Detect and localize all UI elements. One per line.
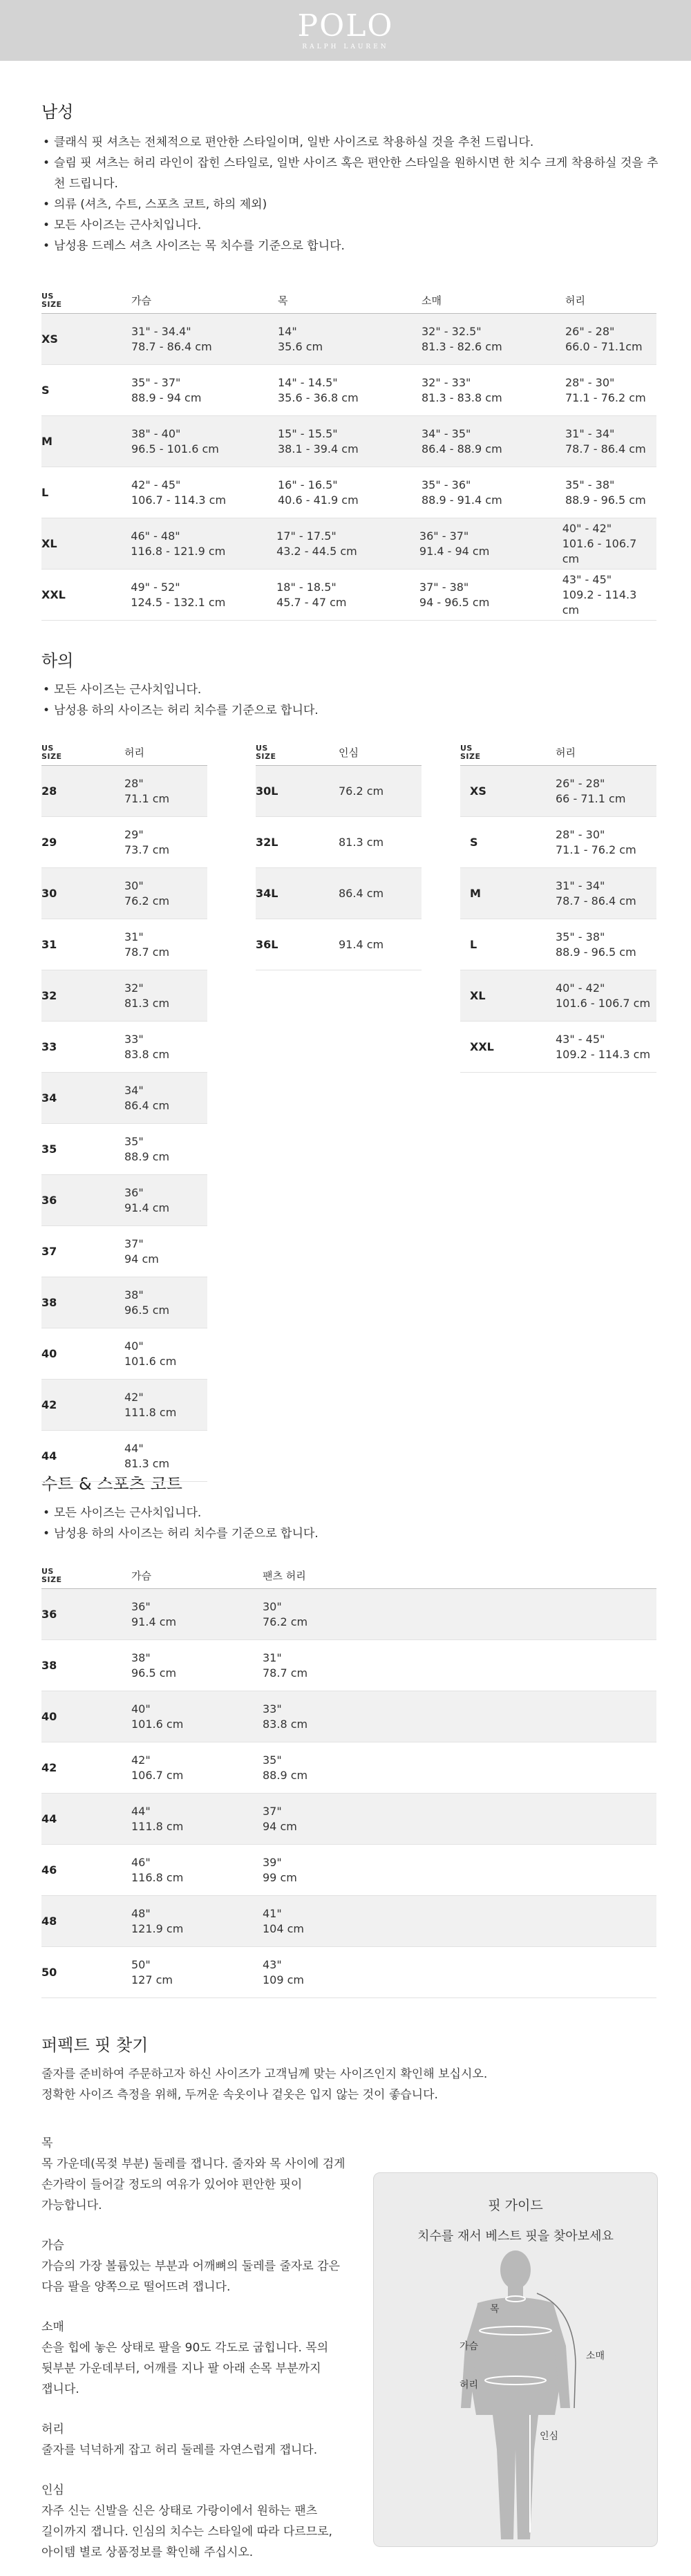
fit-item-line: 목 가운데(목젖 부분) 둘레를 잽니다. 줄자와 목 사이에 검게 — [41, 2157, 346, 2171]
neck-cell: 16" - 16.5" 40.6 - 41.9 cm — [278, 478, 359, 507]
bottoms-note: • 남성용 하의 사이즈는 허리 치수를 기준으로 합니다. — [41, 700, 656, 721]
waist-cell: 28" 71.1 cm — [124, 776, 170, 805]
table-row — [41, 1073, 207, 1124]
fit-item-line: 자주 신는 신발을 신은 상태로 가랑이에서 원하는 팬츠 — [41, 2504, 318, 2518]
inseam-cell: 76.2 cm — [339, 784, 384, 798]
size-cell: 29 — [41, 836, 57, 849]
suits-section-title: 수트 & 스포츠 코트 — [41, 1474, 182, 1494]
table-row — [41, 570, 656, 621]
fit-intro — [41, 2064, 656, 2105]
size-cell: XL — [41, 537, 57, 550]
fit-guide-subtitle: 치수를 재서 베스트 핏을 찾아보세요 — [417, 2229, 614, 2244]
size-cell: 44 — [41, 1449, 57, 1463]
fit-item-waist — [41, 2419, 366, 2461]
waist-cell: 43" - 45" 109.2 - 114.3 cm — [556, 1032, 651, 1061]
table-row — [41, 868, 207, 919]
size-cell: L — [41, 486, 49, 499]
table-row — [41, 766, 207, 817]
letter-table-header — [460, 736, 656, 766]
size-cell: 31 — [41, 938, 57, 951]
neck-cell: 15" - 15.5" 38.1 - 39.4 cm — [278, 426, 359, 455]
label-neck: 목 — [490, 2304, 500, 2315]
size-cell: M — [41, 435, 53, 448]
size-cell: L — [470, 938, 477, 951]
header-neck: 목 — [278, 294, 288, 307]
men-note: • 클래식 핏 셔츠는 전체적으로 편안한 스타일이며, 일반 사이즈로 착용하실 것을 추천 드립니다. — [41, 132, 656, 153]
table-row — [256, 817, 422, 868]
table-row — [41, 1691, 656, 1742]
men-size-table — [41, 284, 656, 621]
size-cell: 36 — [41, 1194, 57, 1207]
men-note: • 남성용 드레스 셔츠 사이즈는 목 치수를 기준으로 합니다. — [41, 236, 656, 256]
header-sleeve: 소매 — [422, 294, 442, 307]
neck-cell: 18" - 18.5" 45.7 - 47 cm — [276, 580, 347, 609]
fit-item-label: 가슴 — [41, 2239, 64, 2253]
table-row — [41, 314, 656, 365]
table-row — [41, 1947, 656, 1998]
chest-cell: 44" 111.8 cm — [131, 1804, 184, 1833]
size-cell: 37 — [41, 1245, 57, 1258]
waist-cell: 40" - 42" 101.6 - 106.7 cm — [562, 521, 637, 565]
chest-cell: 38" - 40" 96.5 - 101.6 cm — [131, 426, 219, 455]
men-note: • 모든 사이즈는 근사치입니다. — [41, 215, 656, 236]
size-cell: 36L — [256, 938, 278, 951]
neck-cell: 14" 35.6 cm — [278, 324, 323, 353]
table-row — [41, 1124, 207, 1175]
chest-cell: 50" 127 cm — [131, 1957, 173, 1986]
chest-cell: 31" - 34.4" 78.7 - 86.4 cm — [131, 324, 212, 353]
waist-table-header — [41, 736, 207, 766]
table-row — [41, 1589, 656, 1640]
pants-waist-cell: 30" 76.2 cm — [263, 1599, 308, 1628]
inseam-table-header — [256, 736, 422, 766]
silhouette-body — [469, 2297, 562, 2539]
waist-cell: 26" - 28" 66.0 - 71.1cm — [565, 324, 643, 353]
table-row — [41, 1845, 656, 1896]
fit-intro-line: 줄자를 준비하여 주문하고자 하신 사이즈가 고객님께 맞는 사이즈인지 확인해 보십시오. — [41, 2067, 488, 2081]
table-row — [256, 766, 422, 817]
letter-size-table — [460, 736, 656, 1073]
waist-cell: 32" 81.3 cm — [124, 981, 170, 1010]
size-cell: 50 — [41, 1966, 57, 1979]
table-row — [41, 970, 207, 1022]
chest-cell: 38" 96.5 cm — [131, 1651, 177, 1680]
fit-item-line: 줄자를 넉넉하게 잡고 허리 둘레를 자연스럽게 잽니다. — [41, 2443, 318, 2457]
bottoms-note: • 모든 사이즈는 근사치입니다. — [41, 679, 656, 700]
bottoms-notes — [41, 679, 656, 721]
inseam-size-table — [256, 736, 422, 970]
header-waist: 허리 — [565, 294, 585, 307]
fit-item-line: 뒷부분 가운데부터, 어깨를 지나 팔 아래 손목 부분까지 — [41, 2362, 321, 2376]
size-cell: S — [41, 384, 50, 397]
sleeve-cell: 34" - 35" 86.4 - 88.9 cm — [422, 426, 502, 455]
sleeve-cell: 35" - 36" 88.9 - 91.4 cm — [422, 478, 502, 507]
fit-item-line: 다음 팔을 양쪽으로 떨어뜨려 잽니다. — [41, 2280, 231, 2294]
fit-item-label: 허리 — [41, 2423, 64, 2436]
waist-cell: 35" - 38" 88.9 - 96.5 cm — [556, 930, 636, 959]
size-cell: XS — [470, 784, 486, 798]
size-cell: 36 — [41, 1608, 57, 1621]
size-cell: 34L — [256, 887, 278, 900]
label-chest: 가슴 — [460, 2341, 479, 2352]
fit-item-inseam — [41, 2480, 366, 2563]
size-cell: XXL — [470, 1040, 494, 1053]
suits-note: • 남성용 하의 사이즈는 허리 치수를 기준으로 합니다. — [41, 1523, 656, 1544]
inseam-cell: 91.4 cm — [339, 937, 384, 951]
size-cell: XL — [470, 989, 486, 1002]
men-notes — [41, 132, 659, 256]
fit-intro-line: 정확한 사이즈 측정을 위해, 두꺼운 속옷이나 겉옷은 입지 않는 것이 좋습니다. — [41, 2088, 438, 2102]
table-row — [256, 868, 422, 919]
chest-cell: 48" 121.9 cm — [131, 1906, 184, 1935]
chest-cell: 49" - 52" 124.5 - 132.1 cm — [131, 580, 226, 609]
size-cell: 30 — [41, 887, 57, 900]
bottoms-tables — [41, 736, 656, 1470]
chest-cell: 40" 101.6 cm — [131, 1702, 184, 1731]
waist-cell: 33" 83.8 cm — [124, 1032, 170, 1061]
fit-section-title: 퍼펙트 핏 찾기 — [41, 2036, 149, 2055]
table-row — [41, 817, 207, 868]
table-row — [460, 817, 656, 868]
size-cell: 42 — [41, 1761, 57, 1774]
waist-cell: 38" 96.5 cm — [124, 1288, 170, 1317]
fit-item-line: 잽니다. — [41, 2382, 79, 2396]
table-row — [460, 766, 656, 817]
fit-item-line: 가능합니다. — [41, 2199, 102, 2212]
table-row — [460, 919, 656, 970]
table-row — [41, 416, 656, 467]
table-row — [460, 970, 656, 1022]
fit-guide-title: 핏 가이드 — [488, 2198, 543, 2213]
header-us-size: US SIZE — [41, 292, 62, 309]
inseam-cell: 81.3 cm — [339, 835, 384, 849]
pants-waist-cell: 39" 99 cm — [263, 1855, 297, 1884]
fit-item-sleeve — [41, 2317, 366, 2400]
waist-cell: 36" 91.4 cm — [124, 1185, 170, 1214]
men-section-title: 남성 — [41, 102, 74, 122]
fit-item-line: 손가락이 들어갈 정도의 여유가 있어야 편안한 핏이 — [41, 2178, 303, 2192]
fit-instructions — [41, 2133, 366, 2563]
fit-item-line: 가슴의 가장 볼륨있는 부분과 어깨뼈의 둘레를 줄자로 감은 — [41, 2259, 340, 2273]
table-row — [41, 365, 656, 416]
table-row — [41, 1742, 656, 1794]
fit-item-chest — [41, 2235, 366, 2297]
header-us-size: US SIZE — [256, 744, 276, 761]
waist-cell: 40" 101.6 cm — [124, 1339, 177, 1368]
table-row — [41, 919, 207, 970]
size-cell: 44 — [41, 1812, 57, 1825]
waist-cell: 29" 73.7 cm — [124, 827, 170, 856]
table-row — [41, 467, 656, 518]
label-waist: 허리 — [460, 2380, 479, 2391]
fit-item-line: 아이템 별로 상품정보를 확인해 주십시오. — [41, 2546, 254, 2559]
bottoms-section-title: 하의 — [41, 651, 74, 670]
size-cell: 40 — [41, 1347, 57, 1360]
size-cell: 48 — [41, 1915, 57, 1928]
waist-cell: 28" - 30" 71.1 - 76.2 cm — [565, 375, 646, 404]
brand-subtitle: RALPH LAUREN — [302, 44, 389, 50]
size-cell: XXL — [41, 588, 66, 601]
header-us-size: US SIZE — [460, 744, 481, 761]
sleeve-cell: 36" - 37" 91.4 - 94 cm — [419, 529, 490, 558]
fit-item-line: 길이까지 잽니다. 인심의 치수는 스타일에 따라 다르므로, — [41, 2525, 332, 2539]
chest-cell: 42" - 45" 106.7 - 114.3 cm — [131, 478, 227, 507]
inseam-cell: 86.4 cm — [339, 886, 384, 900]
size-cell: 40 — [41, 1710, 57, 1723]
label-sleeve: 소매 — [586, 2351, 605, 2362]
fit-item-label: 인심 — [41, 2483, 64, 2497]
size-cell: 42 — [41, 1398, 57, 1411]
pants-waist-cell: 33" 83.8 cm — [263, 1702, 308, 1731]
chest-cell: 42" 106.7 cm — [131, 1753, 184, 1782]
neck-cell: 17" - 17.5" 43.2 - 44.5 cm — [276, 529, 357, 558]
men-table-header — [41, 284, 656, 314]
table-row — [41, 1794, 656, 1845]
table-row — [460, 1022, 656, 1073]
size-cell: S — [470, 836, 478, 849]
suits-note: • 모든 사이즈는 근사치입니다. — [41, 1503, 656, 1523]
pants-waist-cell: 41" 104 cm — [263, 1906, 305, 1935]
sleeve-cell: 32" - 32.5" 81.3 - 82.6 cm — [422, 324, 502, 353]
header-pants-waist: 팬츠 허리 — [263, 1570, 306, 1582]
chest-cell: 35" - 37" 88.9 - 94 cm — [131, 375, 202, 404]
fit-item-line: 손을 힙에 놓은 상태로 팔을 90도 각도로 굽힙니다. 목의 — [41, 2341, 329, 2355]
waist-size-table — [41, 736, 207, 1482]
size-cell: M — [470, 887, 481, 900]
pants-waist-cell: 43" 109 cm — [263, 1957, 305, 1986]
sleeve-cell: 37" - 38" 94 - 96.5 cm — [419, 580, 490, 609]
pants-waist-cell: 35" 88.9 cm — [263, 1753, 308, 1782]
table-row — [41, 1896, 656, 1947]
pants-waist-cell: 37" 94 cm — [263, 1804, 297, 1833]
waist-cell: 40" - 42" 101.6 - 106.7 cm — [556, 981, 651, 1010]
waist-cell: 26" - 28" 66 - 71.1 cm — [556, 776, 626, 805]
suits-notes — [41, 1503, 656, 1544]
table-row — [41, 1175, 207, 1226]
waist-cell: 30" 76.2 cm — [124, 878, 170, 908]
table-row — [41, 1328, 207, 1380]
fit-item-label: 소매 — [41, 2320, 64, 2334]
table-row — [41, 518, 656, 570]
size-cell: 33 — [41, 1040, 57, 1053]
header-waist: 허리 — [124, 746, 144, 759]
suits-size-table — [41, 1559, 656, 1998]
size-cell: 32 — [41, 989, 57, 1002]
label-inseam: 인심 — [540, 2431, 559, 2442]
waist-cell: 31" - 34" 78.7 - 86.4 cm — [556, 878, 636, 908]
header-chest: 가슴 — [131, 294, 151, 307]
suits-table-header — [41, 1559, 656, 1589]
size-cell: 46 — [41, 1863, 57, 1877]
size-cell: XS — [41, 332, 58, 346]
size-cell: 32L — [256, 836, 278, 849]
header-us-size: US SIZE — [41, 1567, 62, 1584]
size-cell: 38 — [41, 1296, 57, 1309]
size-cell: 28 — [41, 784, 57, 798]
neck-cell: 14" - 14.5" 35.6 - 36.8 cm — [278, 375, 359, 404]
waist-cell: 43" - 45" 109.2 - 114.3 cm — [562, 572, 637, 617]
size-cell: 30L — [256, 784, 278, 798]
body-silhouette-figure — [374, 2242, 657, 2546]
table-row — [41, 1640, 656, 1691]
pants-waist-cell: 31" 78.7 cm — [263, 1651, 308, 1680]
size-cell: 38 — [41, 1659, 57, 1672]
men-note: • 의류 (셔츠, 수트, 스포츠 코트, 하의 제외) — [41, 194, 656, 215]
header-us-size: US SIZE — [41, 744, 62, 761]
fit-guide-card — [373, 2172, 658, 2547]
table-row — [460, 868, 656, 919]
fit-item-neck — [41, 2133, 366, 2216]
waist-cell: 31" 78.7 cm — [124, 930, 170, 959]
header-waist: 허리 — [556, 746, 576, 759]
chest-cell: 36" 91.4 cm — [131, 1599, 177, 1628]
table-row — [41, 1380, 207, 1431]
silhouette-head — [500, 2250, 531, 2289]
table-row — [256, 919, 422, 970]
men-note: • 슬림 핏 셔츠는 허리 라인이 잡힌 스타일로, 일반 사이즈 혹은 편안한 스타일을 원하시면 한 치수 크게 착용하실 것을 추천 드립니다. — [41, 153, 662, 194]
size-cell: 35 — [41, 1143, 57, 1156]
size-cell: 34 — [41, 1091, 57, 1104]
table-row — [41, 1431, 207, 1482]
brand-logo[interactable]: POLO — [297, 8, 394, 44]
waist-cell: 31" - 34" 78.7 - 86.4 cm — [565, 426, 646, 455]
waist-cell: 34" 86.4 cm — [124, 1083, 170, 1112]
header-chest: 가슴 — [131, 1570, 151, 1582]
waist-cell: 28" - 30" 71.1 - 76.2 cm — [556, 827, 636, 856]
waist-cell: 44" 81.3 cm — [124, 1441, 170, 1470]
waist-cell: 42" 111.8 cm — [124, 1390, 177, 1419]
waist-cell: 35" - 38" 88.9 - 96.5 cm — [565, 478, 646, 507]
sleeve-cell: 32" - 33" 81.3 - 83.8 cm — [422, 375, 502, 404]
waist-cell: 35" 88.9 cm — [124, 1134, 170, 1163]
waist-cell: 37" 94 cm — [124, 1237, 159, 1266]
fit-item-label: 목 — [41, 2136, 53, 2150]
chest-cell: 46" - 48" 116.8 - 121.9 cm — [131, 529, 226, 558]
table-row — [41, 1277, 207, 1328]
table-row — [41, 1022, 207, 1073]
chest-cell: 46" 116.8 cm — [131, 1855, 184, 1884]
header-inseam: 인심 — [339, 746, 359, 759]
table-row — [41, 1226, 207, 1277]
site-header — [0, 0, 691, 61]
